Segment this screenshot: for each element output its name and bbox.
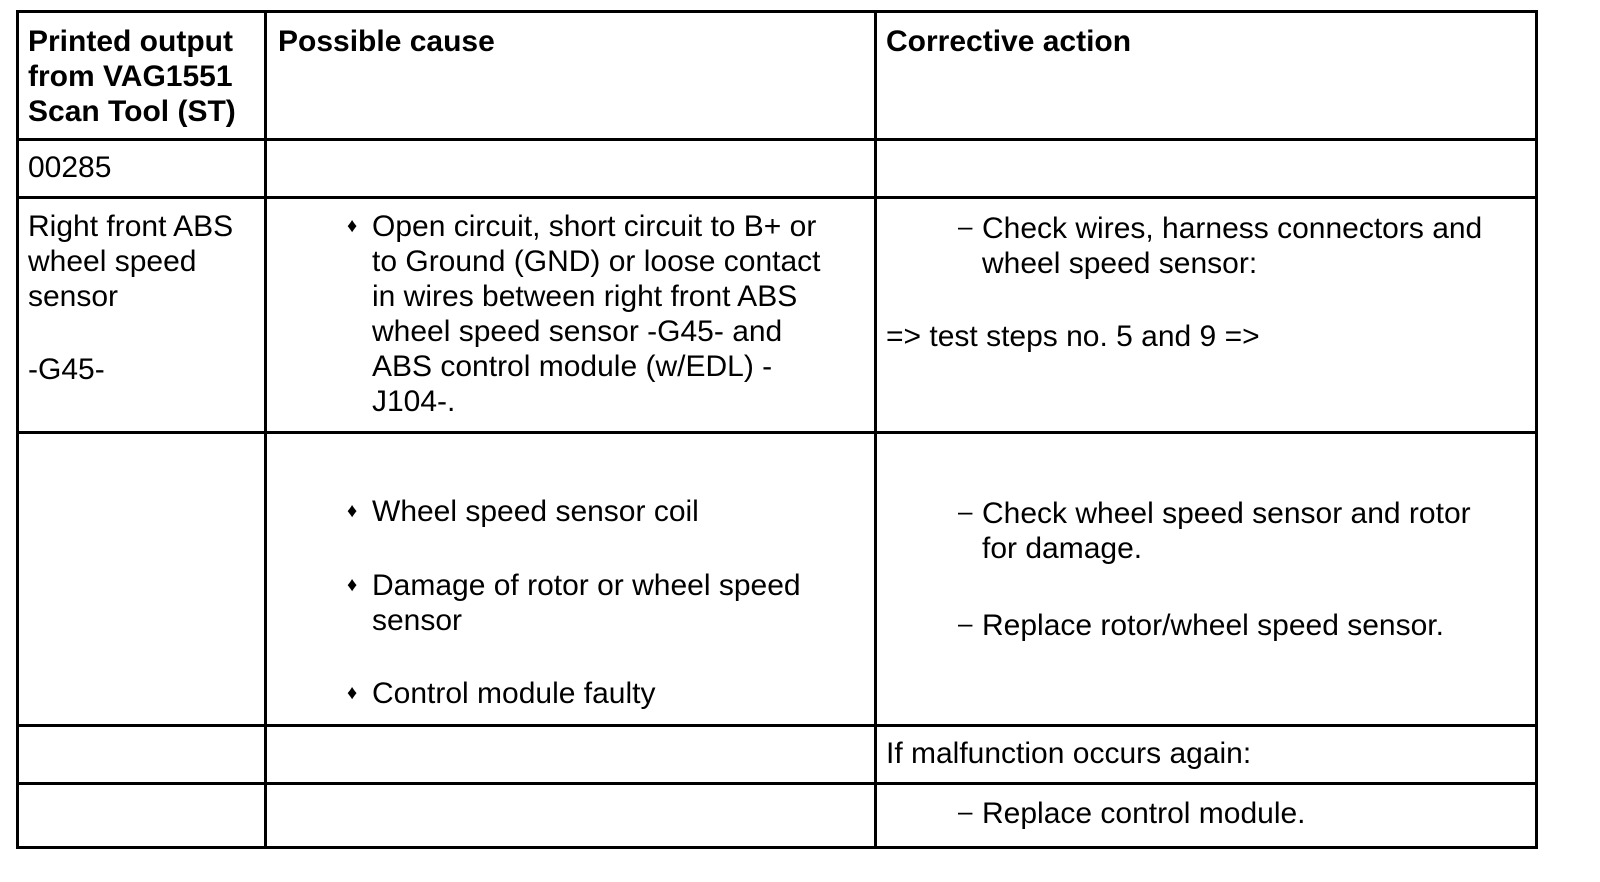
dash-icon: – <box>958 608 973 638</box>
dash-icon: – <box>958 796 973 826</box>
cause-line: Wheel speed sensor coil <box>372 495 699 528</box>
header-possible-cause: Possible cause <box>278 25 495 58</box>
action-line: Replace rotor/wheel speed sensor. <box>982 609 1444 642</box>
row-divider-1 <box>16 196 1538 199</box>
row-divider-header <box>16 138 1538 141</box>
component-line: sensor <box>28 280 119 313</box>
row-divider-2 <box>16 431 1538 434</box>
bullet-icon: ♦ <box>347 682 358 704</box>
fault-code: 00285 <box>28 151 112 184</box>
test-steps-reference: => test steps no. 5 and 9 => <box>886 320 1260 353</box>
action-line: Replace control module. <box>982 797 1306 830</box>
dash-icon: – <box>958 211 973 241</box>
component-id: -G45- <box>28 353 105 386</box>
cause-line: wheel speed sensor -G45- and <box>372 315 783 348</box>
cause-line: sensor <box>372 604 463 637</box>
cause-line: to Ground (GND) or loose contact <box>372 245 821 278</box>
component-line: Right front ABS <box>28 210 234 243</box>
row-divider-4 <box>16 782 1538 785</box>
row-divider-3 <box>16 724 1538 727</box>
cause-line: Control module faulty <box>372 677 656 710</box>
bullet-icon: ♦ <box>347 215 358 237</box>
bullet-icon: ♦ <box>347 574 358 596</box>
header-line: from VAG1551 <box>28 60 233 93</box>
cause-line: ABS control module (w/EDL) - <box>372 350 773 383</box>
dash-icon: – <box>958 496 973 526</box>
malfunction-note: If malfunction occurs again: <box>886 737 1252 770</box>
cause-line: in wires between right front ABS <box>372 280 798 313</box>
header-line: Printed output <box>28 25 233 58</box>
cause-line: Open circuit, short circuit to B+ or <box>372 210 817 243</box>
cause-line: J104-. <box>372 385 456 418</box>
action-line: wheel speed sensor: <box>982 247 1258 280</box>
cause-line: Damage of rotor or wheel speed <box>372 569 801 602</box>
action-line: Check wheel speed sensor and rotor <box>982 497 1471 530</box>
action-line: for damage. <box>982 532 1143 565</box>
header-corrective-action: Corrective action <box>886 25 1132 58</box>
header-line: Scan Tool (ST) <box>28 95 236 128</box>
action-line: Check wires, harness connectors and <box>982 212 1483 245</box>
component-line: wheel speed <box>28 245 197 278</box>
bullet-icon: ♦ <box>347 500 358 522</box>
